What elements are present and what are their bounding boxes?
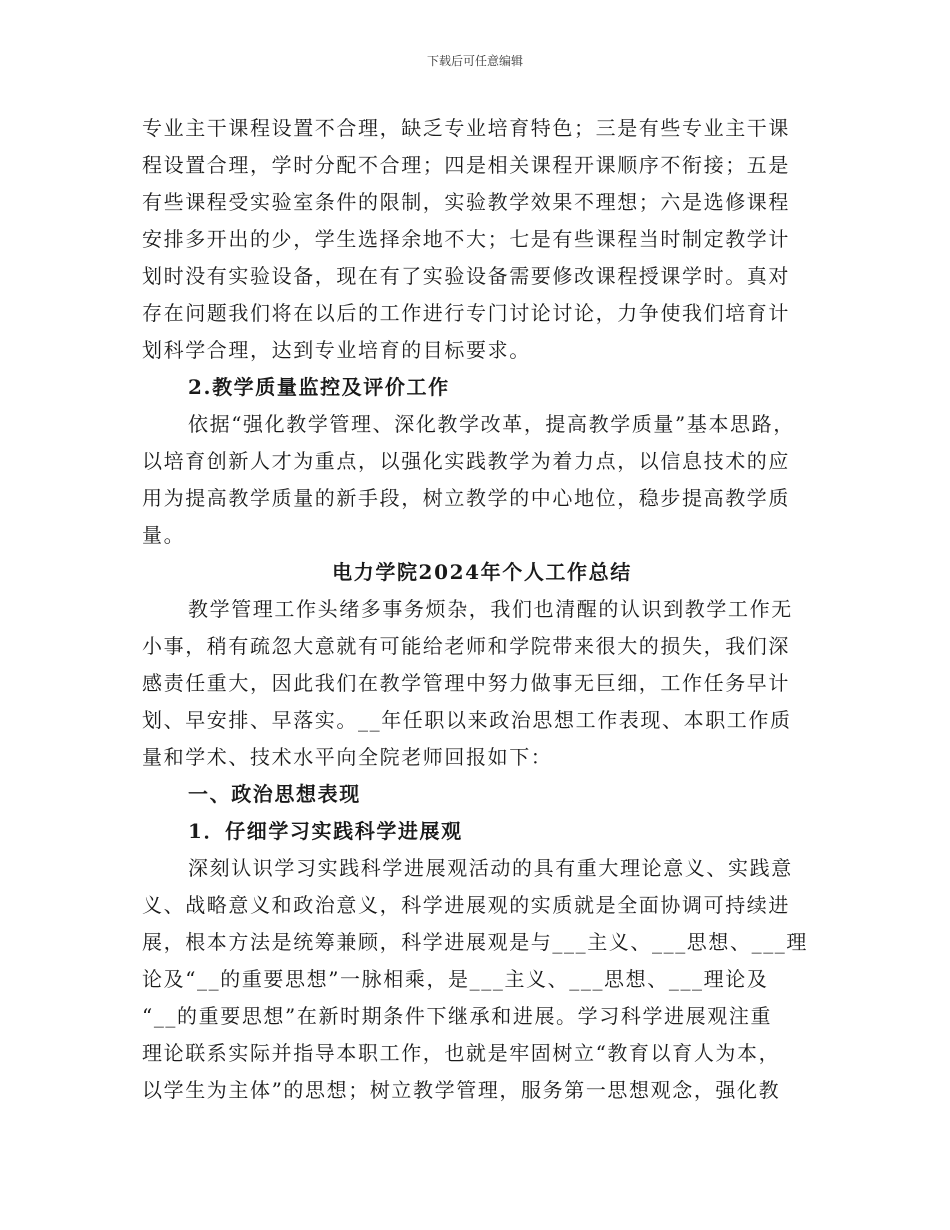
document-body	[142, 110, 822, 1109]
document-title: 电力学院2024年个人工作总结	[332, 560, 632, 584]
page-header-note: 下载后可任意编辑	[426, 54, 523, 68]
paragraph-line: 划、早安排、早落实。__年任职以来政治思想工作表现、本职工作质	[142, 708, 792, 732]
paragraph-line: 感责任重大，因此我们在教学管理中努力做事无巨细，工作任务早计	[142, 671, 790, 695]
paragraph-line: 展，根本方法是统筹兼顾，科学进展观是与___主义、___思想、___理	[142, 930, 808, 954]
paragraph-line: 以学生为主体”的思想；树立教学管理，服务第一思想观念，强化教	[142, 1078, 781, 1102]
paragraph-line: 量和学术、技术水平向全院老师回报如下：	[142, 745, 553, 769]
paragraph-line: 划科学合理，达到专业培育的目标要求。	[142, 338, 531, 362]
paragraph-line: 安排多开出的少，学生选择余地不大；七是有些课程当时制定教学计	[142, 227, 790, 251]
paragraph-line: “__的重要思想”在新时期条件下继承和进展。学习科学进展观注重	[142, 1004, 773, 1028]
paragraph-line: 以培育创新人才为重点，以强化实践教学为着力点，以信息技术的应	[142, 449, 790, 473]
paragraph-line: 小事，稍有疏忽大意就有可能给老师和学院带来很大的损失，我们深	[142, 634, 790, 658]
paragraph-line: 义、战略意义和政治意义，科学进展观的实质就是全面协调可持续进	[142, 893, 790, 917]
section-heading: 2.教学质量监控及评价工作	[188, 375, 450, 399]
paragraph-line: 专业主干课程设置不合理，缺乏专业培育特色；三是有些专业主干课	[142, 116, 790, 140]
paragraph-line: 理论联系实际并指导本职工作，也就是牢固树立“教育以育人为本，	[142, 1041, 781, 1065]
paragraph-line: 程设置合理，学时分配不合理；四是相关课程开课顺序不衔接；五是	[142, 153, 790, 177]
paragraph-line: 划时没有实验设备，现在有了实验设备需要修改课程授课学时。真对	[142, 264, 790, 288]
paragraph-line: 论及“__的重要思想”一脉相乘，是___主义、___思想、___理论及	[142, 967, 769, 991]
section-heading: 1．仔细学习实践科学进展观	[188, 819, 463, 843]
paragraph-line: 量。	[142, 523, 186, 547]
paragraph-line: 深刻认识学习实践科学进展观活动的具有重大理论意义、实践意	[188, 856, 793, 880]
paragraph-line: 用为提高教学质量的新手段，树立教学的中心地位，稳步提高教学质	[142, 486, 790, 510]
section-heading: 一、政治思想表现	[188, 782, 361, 806]
paragraph-line: 存在问题我们将在以后的工作进行专门讨论讨论，力争使我们培育计	[142, 301, 790, 325]
paragraph-line: 依据“强化教学管理、深化教学改革，提高教学质量”基本思路，	[188, 412, 795, 436]
paragraph-line: 教学管理工作头绪多事务烦杂，我们也清醒的认识到教学工作无	[188, 597, 793, 621]
paragraph-line: 有些课程受实验室条件的限制，实验教学效果不理想；六是选修课程	[142, 190, 790, 214]
